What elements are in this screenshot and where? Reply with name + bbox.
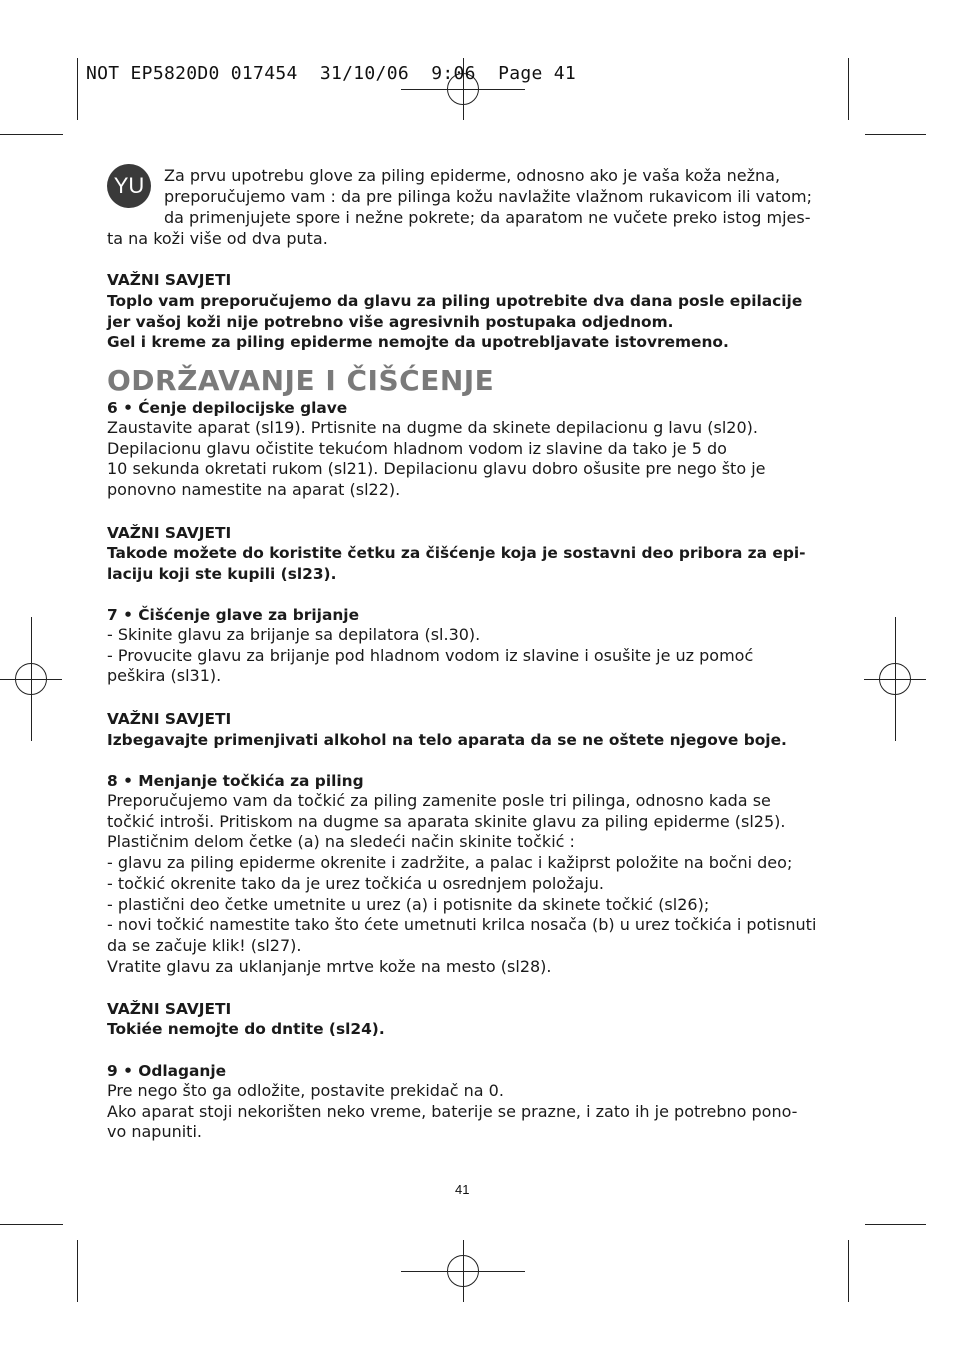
tip-text: Tokiée nemojte do dntite (sl24).: [107, 1020, 385, 1038]
intro-line-1: Za prvu upotrebu glove za piling epiderme, odnosno ako je vaša koža nežna,: [164, 166, 781, 185]
printer-slug: NOT EP5820D0 017454 31/10/06 9:06 Page 41: [86, 63, 577, 84]
subsection-text: Pre nego što ga odložite, postavite prekidač na 0. Ako aparat stoji nekorišten neko vreme, baterije se prazne, i zato ih je potrebno pono- vo napuniti.: [107, 1081, 798, 1142]
page-number: 41: [455, 1182, 470, 1197]
tip-text: Toplo vam preporučujemo da glavu za piling upotrebite dva dana posle epilacije jer vašoj koži nije potrebno više agresivnih postupaka odjednom. Gel i kreme za piling epiderme nemojte da upotrebljavate istovremeno.: [107, 292, 803, 352]
language-badge: YU: [107, 164, 151, 208]
subsection-text: Zaustavite aparat (sl19). Prtisnite na dugme da skinete depilacionu g lavu (sl20). Depilacionu glavu očistite tekućom hladnom vodom iz slavine da tako je 5 do 10 sekunda okretati rukom (sl21). Depilacionu glavu dobro ošusite pre nego što je ponovno namestite na aparat (sl22).: [107, 418, 766, 500]
crop-mark: [77, 58, 78, 120]
tip-heading: VAŽNI SAVJETI: [107, 710, 232, 728]
crop-mark: [865, 134, 926, 135]
subsection-heading: 8 • Menjanje točkića za piling: [107, 772, 364, 790]
crop-mark: [865, 1224, 926, 1225]
crop-mark: [848, 58, 849, 120]
intro-line-3: da primenjujete spore i nežne pokrete; da aparatom ne vučete preko istog mjes-: [164, 208, 811, 227]
tip-heading: VAŽNI SAVJETI: [107, 524, 232, 542]
subsection-heading: 9 • Odlaganje: [107, 1062, 227, 1080]
crop-mark: [0, 134, 63, 135]
subsection-text: - Skinite glavu za brijanje sa depilatora (sl.30). - Provucite glavu za brijanje pod hladnom vodom iz slavine i osušite je uz pomoć peškira (sl31).: [107, 625, 754, 686]
tip-text: Takode možete do koristite četku za čišćenje koja je sostavni deo pribora za epi- laciju koji ste kupili (sl23).: [107, 544, 806, 583]
crop-mark: [848, 1240, 849, 1302]
subsection-heading: 7 • Čišćenje glave za brijanje: [107, 606, 360, 624]
subsection-heading: 6 • Ćenje depilocijske glave: [107, 399, 348, 417]
intro-line-2: preporučujemo vam : da pre pilinga kožu navlažite vlažnom rukavicom ili vatom;: [164, 187, 812, 206]
crop-mark: [0, 1224, 63, 1225]
tip-heading: VAŽNI SAVJETI: [107, 271, 232, 289]
tip-heading: VAŽNI SAVJETI: [107, 1000, 232, 1018]
tip-text: Izbegavajte primenjivati alkohol na telo aparata da se ne oštete njegove boje.: [107, 731, 787, 749]
subsection-text: Preporučujemo vam da točkić za piling zamenite posle tri pilinga, odnosno kada se točkić introši. Pritiskom na dugme sa aparata skinite glavu za piling epiderme (sl25). Plastičnim delom četke (a) na sledeći način skinite točkić : - glavu za piling epiderme okrenite i zadržite, a palac i kažiprst položite na bočni deo; - točkić okrenite tako da je urez točkića u osrednjem položaju. - plastični deo četke umetnite u urez (a) i potisnite da skinete točkić (sl26); - novi točkić namestite tako što ćete umetnuti krilca nosača (b) u urez točkića i potisnuti da se začuje klik! (sl27). Vratite glavu za uklanjanje mrtve kože na mesto (sl28).: [107, 791, 817, 976]
section-title: ODRŽAVANJE I ČIŠĆENJE: [107, 364, 495, 397]
intro-line-4: ta na koži više od dva puta.: [107, 229, 328, 248]
crop-mark: [77, 1240, 78, 1302]
